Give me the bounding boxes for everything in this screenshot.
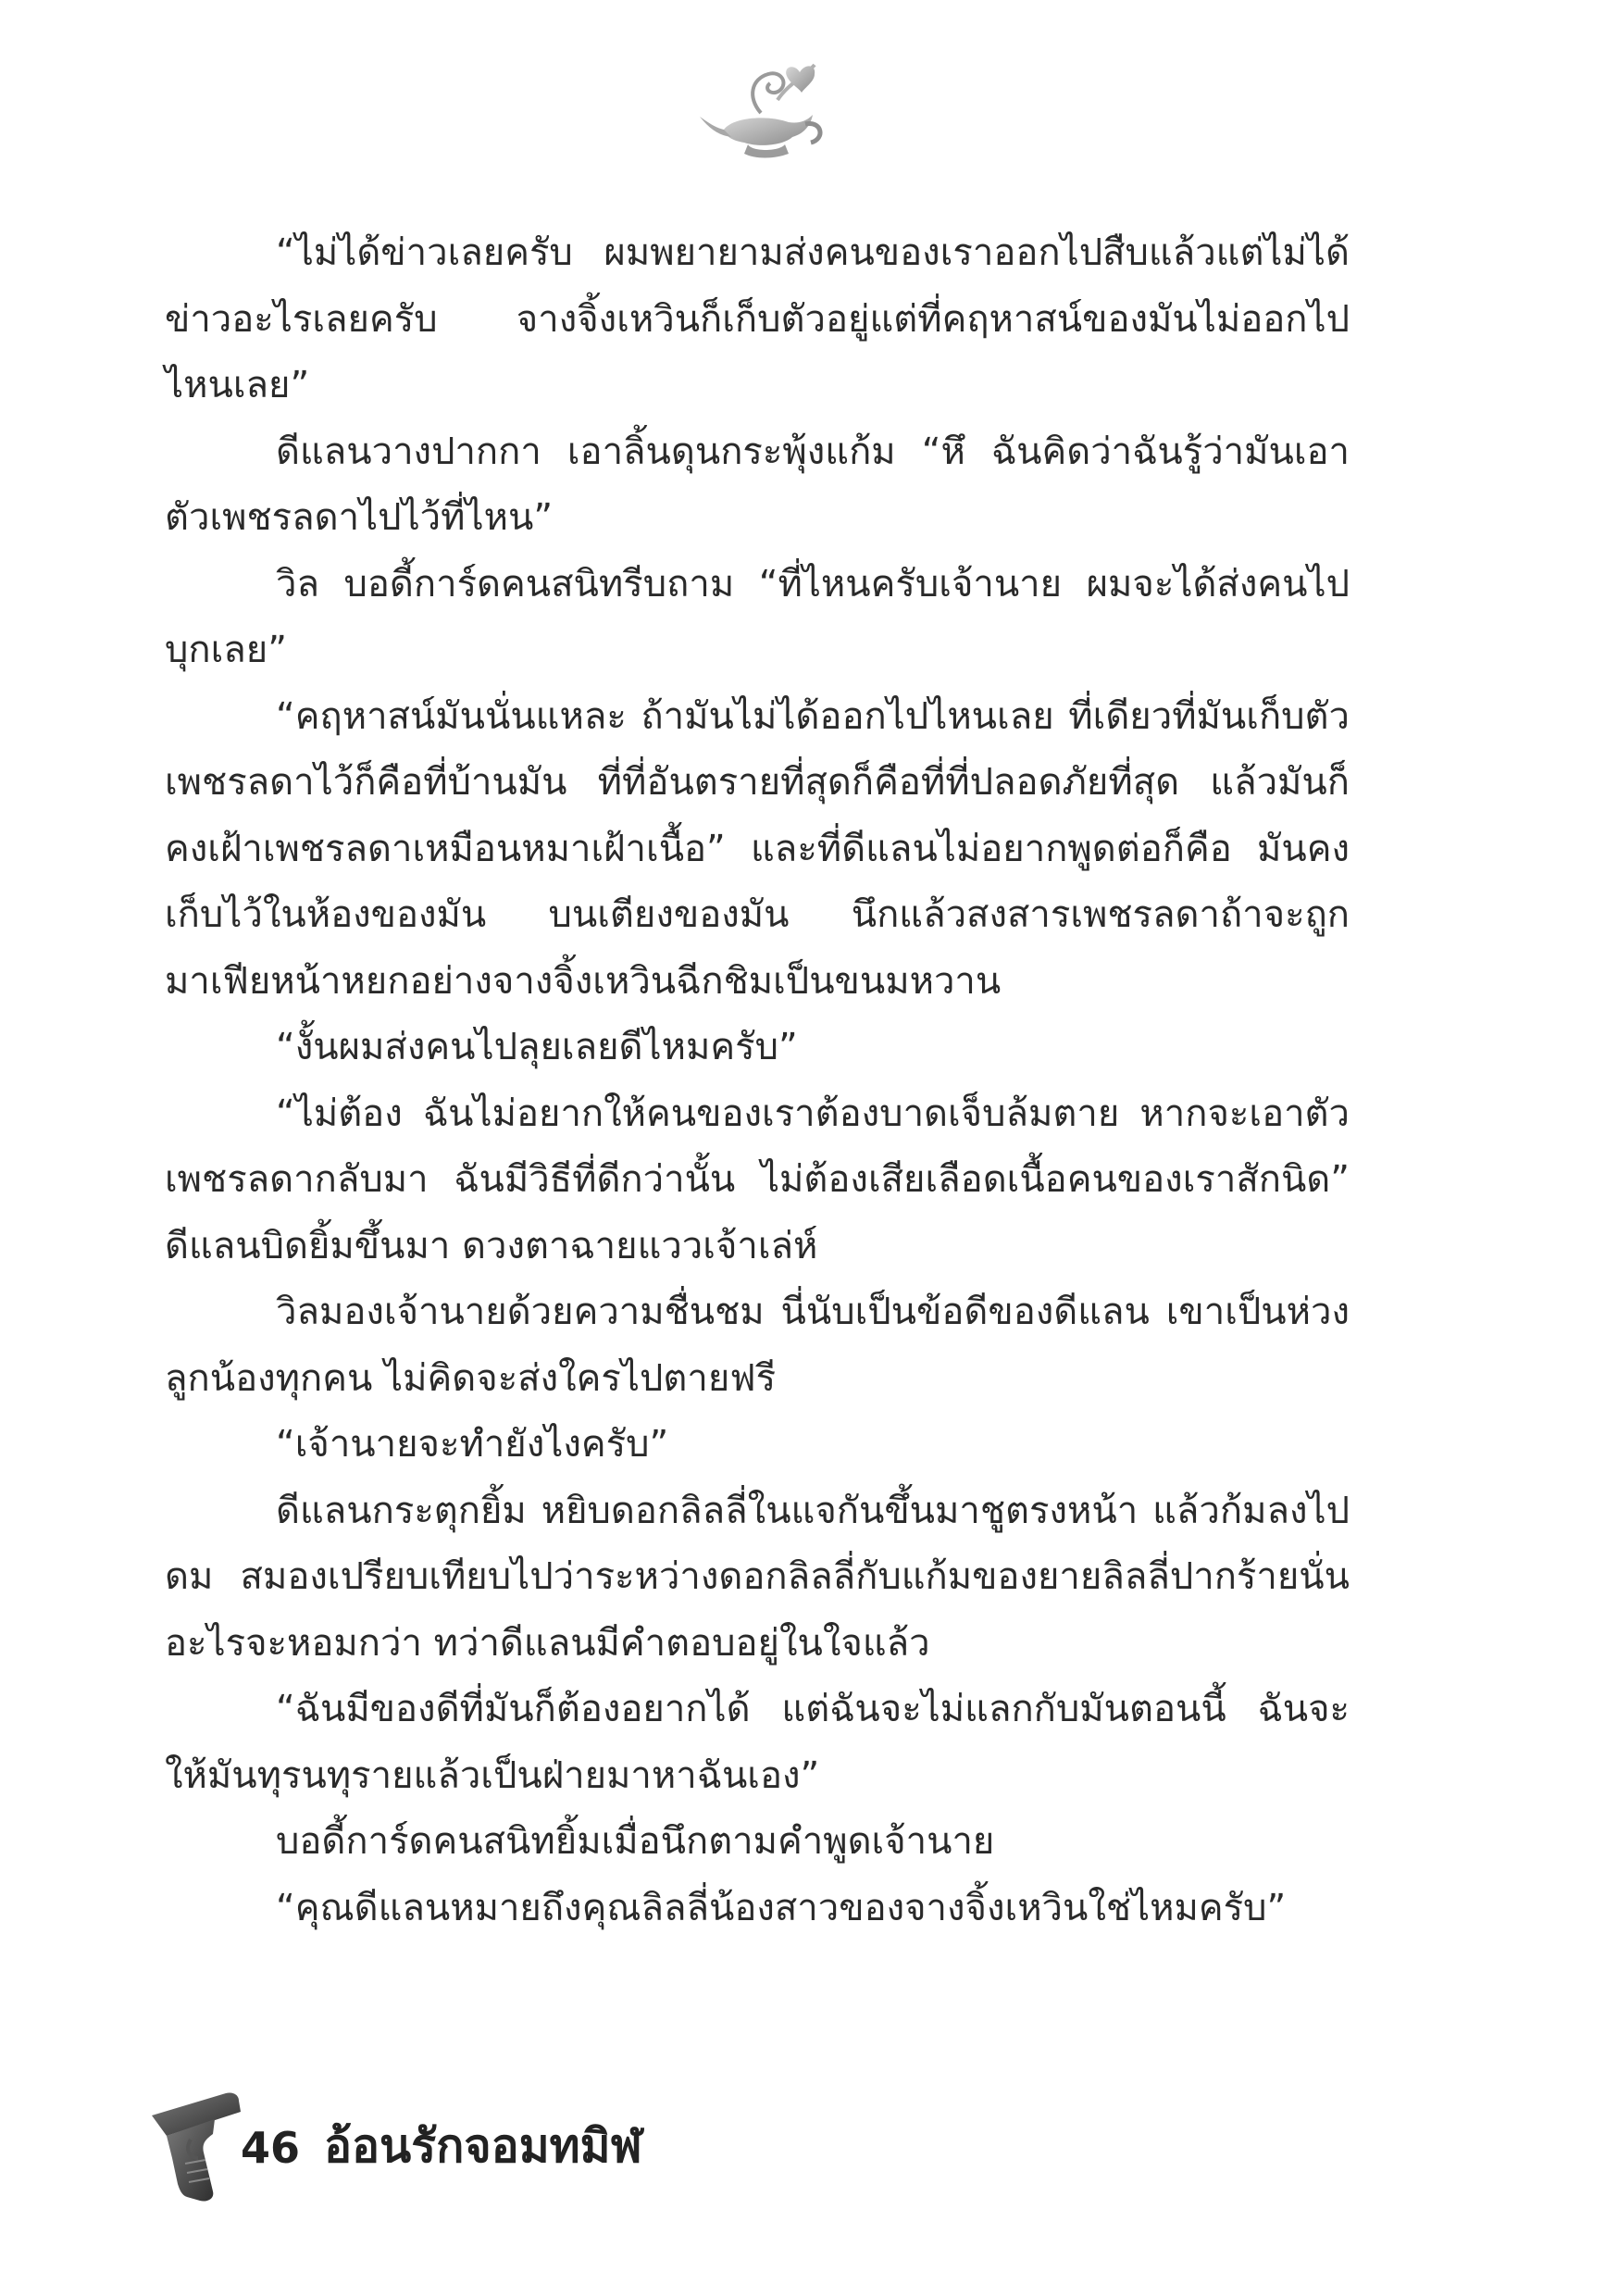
paragraph: ดีแลนกระตุกยิ้ม หยิบดอกลิลลี่ในแจกันขึ้นมาชูตรงหน้า แล้วก้มลงไปดม สมองเปรียบเทียบไปว่าระหว่างดอกลิลลี่กับแก้มของยายลิลลี่ปากร้ายนั่นอะไรจะหอมกว่า ทว่าดีแลนมีคำตอบอยู่ในใจแล้ว (165, 1489, 1350, 1665)
body-text (165, 220, 1350, 1941)
book-title: อ้อนรักจอมทมิฬ (324, 2119, 642, 2173)
page-footer (148, 2088, 796, 2208)
page-number: 46 (241, 2123, 301, 2173)
paragraph: “ไม่ได้ข่าวเลยครับ ผมพยายามส่งคนของเราออกไปสืบแล้วแต่ไม่ได้ข่าวอะไรเลยครับ จางจิ้งเหวินก็เก็บตัวอยู่แต่ที่คฤหาสน์ของมันไม่ออกไปไหนเลย” (165, 231, 1350, 406)
paragraph: วิลมองเจ้านายด้วยความชื่นชม นี่นับเป็นข้อดีของดีแลน เขาเป็นห่วงลูกน้องทุกคน ไม่คิดจะส่งใครไปตายฟรี (165, 1291, 1350, 1400)
paragraph: “ไม่ต้อง ฉันไม่อยากให้คนของเราต้องบาดเจ็บล้มตาย หากจะเอาตัวเพชรลดากลับมา ฉันมีวิธีที่ดีกว่านั้น ไม่ต้องเสียเลือดเนื้อคนของเราสักนิด” ดีแลนบิดยิ้มขึ้นมา ดวงตาฉายแววเจ้าเล่ห์ (165, 1092, 1350, 1267)
paragraph: “ฉันมีของดีที่มันก็ต้องอยากได้ แต่ฉันจะไม่แลกกับมันตอนนี้ ฉันจะให้มันทุรนทุรายแล้วเป็นฝ่ายมาหาฉันเอง” (165, 1688, 1350, 1797)
paragraph: “คุณดีแลนหมายถึงคุณลิลลี่น้องสาวของจางจิ้งเหวินใช่ไหมครับ” (276, 1886, 1287, 1929)
genie-lamp-icon (696, 56, 835, 167)
paragraph: ดีแลนวางปากกา เอาลิ้นดุนกระพุ้งแก้ม “หึ ฉันคิดว่าฉันรู้ว่ามันเอาตัวเพชรลดาไปไว้ที่ไหน” (165, 430, 1350, 539)
paragraph: บอดี้การ์ดคนสนิทยิ้มเมื่อนึกตามคำพูดเจ้านาย (276, 1820, 995, 1863)
paragraph: “คฤหาสน์มันนั่นแหละ ถ้ามันไม่ได้ออกไปไหนเลย ที่เดียวที่มันเก็บตัวเพชรลดาไว้ก็คือที่บ้านมัน ที่ที่อันตรายที่สุดก็คือที่ที่ปลอดภัยที่สุด แล้วมันก็คงเฝ้าเพชรลดาเหมือนหมาเฝ้าเนื้อ” และที่ดีแลนไม่อยากพูดต่อก็คือ มันคงเก็บไว้ในห้องของมัน บนเตียงของมัน นึกแล้วสงสารเพชรลดาถ้าจะถูกมาเฟียหน้าหยกอย่างจางจิ้งเหวินฉีกชิมเป็นขนมหวาน (165, 694, 1350, 1003)
paragraph: วิล บอดี้การ์ดคนสนิทรีบถาม “ที่ไหนครับเจ้านาย ผมจะได้ส่งคนไปบุกเลย” (165, 562, 1350, 671)
paragraph: “เจ้านายจะทำยังไงครับ” (276, 1423, 669, 1466)
pistol-icon (148, 2088, 245, 2203)
paragraph: “งั้นผมส่งคนไปลุยเลยดีไหมครับ” (276, 1026, 798, 1068)
